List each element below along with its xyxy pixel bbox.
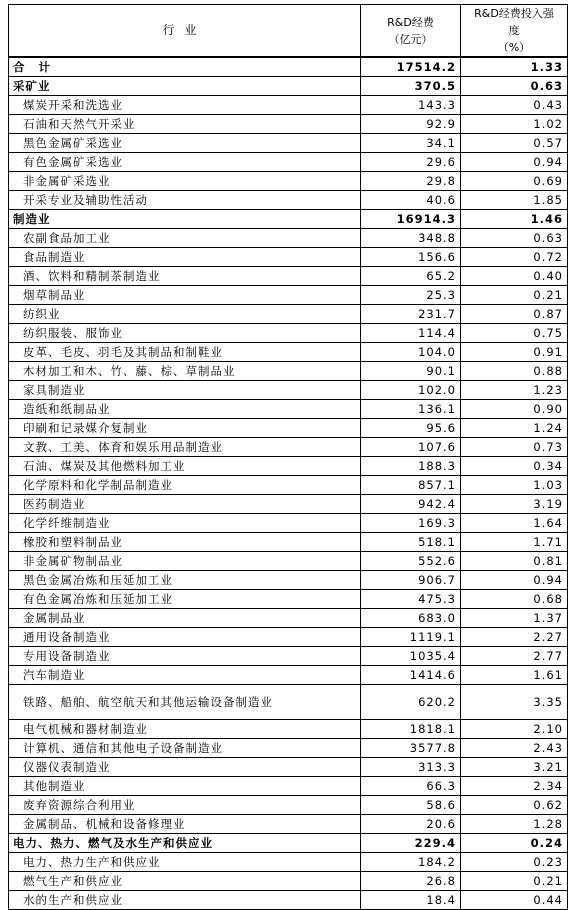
rd-expenditure-cell: 114.4 [361,324,461,343]
rd-intensity-cell: 1.24 [461,419,568,438]
header-intensity-line2: 度 [508,24,520,37]
rd-intensity-cell: 1.03 [461,476,568,495]
table-row [9,248,568,267]
table-row [9,476,568,495]
rd-intensity-cell: 0.62 [461,796,568,815]
rd-expenditure-cell: 169.3 [361,514,461,533]
rd-expenditure-table [8,4,568,910]
industry-cell: 化学原料和化学制品制造业 [9,476,361,495]
rd-expenditure-cell: 66.3 [361,777,461,796]
rd-expenditure-cell: 683.0 [361,609,461,628]
table-row [9,552,568,571]
table-row [9,495,568,514]
industry-cell: 仪器仪表制造业 [9,758,361,777]
rd-intensity-cell: 0.63 [461,77,568,96]
table-row [9,796,568,815]
rd-intensity-cell: 0.34 [461,457,568,476]
rd-intensity-cell: 0.81 [461,552,568,571]
rd-intensity-cell: 0.24 [461,834,568,853]
industry-cell: 造纸和纸制品业 [9,400,361,419]
table-row [9,739,568,758]
table-row [9,815,568,834]
table-row [9,834,568,853]
industry-cell: 铁路、船舶、航空航天和其他运输设备制造业 [9,685,361,720]
rd-expenditure-cell: 229.4 [361,834,461,853]
table-row [9,457,568,476]
rd-intensity-cell: 0.73 [461,438,568,457]
industry-cell: 石油和天然气开采业 [9,115,361,134]
industry-cell: 通用设备制造业 [9,628,361,647]
industry-cell: 非金属矿采选业 [9,172,361,191]
header-rd-expenditure [361,5,461,58]
rd-expenditure-cell: 620.2 [361,685,461,720]
rd-expenditure-cell: 348.8 [361,229,461,248]
industry-cell: 纺织业 [9,305,361,324]
header-rd-intensity [461,5,568,58]
header-intensity-line1: R&D经费投入强 [474,7,554,20]
rd-intensity-cell: 1.71 [461,533,568,552]
rd-intensity-cell: 2.27 [461,628,568,647]
rd-intensity-cell: 3.21 [461,758,568,777]
table-row [9,172,568,191]
rd-intensity-cell: 0.21 [461,872,568,891]
table-row [9,419,568,438]
rd-intensity-cell: 0.21 [461,286,568,305]
industry-cell: 采矿业 [9,77,361,96]
rd-expenditure-cell: 942.4 [361,495,461,514]
table-row [9,891,568,910]
table-row [9,343,568,362]
industry-cell: 煤炭开采和洗选业 [9,96,361,115]
industry-cell: 有色金属矿采选业 [9,153,361,172]
table-row [9,77,568,96]
rd-intensity-cell: 0.44 [461,891,568,910]
table-row [9,229,568,248]
industry-cell: 橡胶和塑料制品业 [9,533,361,552]
rd-intensity-cell: 0.68 [461,590,568,609]
table-row [9,286,568,305]
rd-expenditure-cell: 906.7 [361,571,461,590]
header-rd-line1: R&D经费 [387,15,434,29]
rd-intensity-cell: 0.75 [461,324,568,343]
rd-expenditure-cell: 156.6 [361,248,461,267]
table-header [9,5,568,58]
rd-expenditure-cell: 518.1 [361,533,461,552]
rd-expenditure-cell: 1818.1 [361,720,461,739]
header-rd-line2: （亿元） [388,32,433,46]
table-row [9,134,568,153]
rd-expenditure-cell: 90.1 [361,362,461,381]
table-row [9,758,568,777]
industry-cell: 黑色金属矿采选业 [9,134,361,153]
table-row [9,191,568,210]
table-row [9,57,568,77]
rd-intensity-cell: 0.69 [461,172,568,191]
rd-intensity-cell: 1.37 [461,609,568,628]
table-row [9,872,568,891]
industry-cell: 印刷和记录媒介复制业 [9,419,361,438]
rd-intensity-cell: 2.10 [461,720,568,739]
table-row [9,438,568,457]
rd-intensity-cell: 0.87 [461,305,568,324]
industry-cell: 黑色金属冶炼和压延加工业 [9,571,361,590]
industry-cell: 电力、热力生产和供应业 [9,853,361,872]
industry-cell: 电力、热力、燃气及水生产和供应业 [9,834,361,853]
rd-intensity-cell: 0.40 [461,267,568,286]
table-row [9,96,568,115]
table-row [9,305,568,324]
rd-intensity-cell: 1.85 [461,191,568,210]
rd-intensity-cell: 1.02 [461,115,568,134]
industry-cell: 医药制造业 [9,495,361,514]
table-row [9,267,568,286]
rd-intensity-cell: 0.88 [461,362,568,381]
industry-cell: 合计 [9,57,361,77]
rd-intensity-cell: 1.64 [461,514,568,533]
rd-intensity-cell: 0.57 [461,134,568,153]
table-row [9,628,568,647]
rd-intensity-cell: 0.43 [461,96,568,115]
table-row [9,609,568,628]
header-intensity-line3: （%） [497,41,531,54]
table-row [9,590,568,609]
rd-expenditure-cell: 475.3 [361,590,461,609]
rd-expenditure-cell: 231.7 [361,305,461,324]
rd-intensity-cell: 1.33 [461,57,568,77]
rd-intensity-cell: 0.94 [461,153,568,172]
rd-expenditure-cell: 29.8 [361,172,461,191]
table-row [9,115,568,134]
industry-cell: 开采专业及辅助性活动 [9,191,361,210]
industry-cell: 文教、工美、体育和娱乐用品制造业 [9,438,361,457]
rd-expenditure-cell: 65.2 [361,267,461,286]
rd-intensity-cell: 2.77 [461,647,568,666]
industry-cell: 食品制造业 [9,248,361,267]
table-row [9,153,568,172]
industry-cell: 有色金属冶炼和压延加工业 [9,590,361,609]
industry-cell: 计算机、通信和其他电子设备制造业 [9,739,361,758]
table-row [9,381,568,400]
table-row [9,685,568,720]
industry-cell: 农副食品加工业 [9,229,361,248]
industry-cell: 金属制品、机械和设备修理业 [9,815,361,834]
rd-expenditure-cell: 143.3 [361,96,461,115]
rd-intensity-cell: 0.72 [461,248,568,267]
industry-cell: 非金属矿物制品业 [9,552,361,571]
table-row [9,647,568,666]
industry-cell: 专用设备制造业 [9,647,361,666]
rd-intensity-cell: 1.46 [461,210,568,229]
table-row [9,777,568,796]
rd-intensity-cell: 1.61 [461,666,568,685]
industry-cell: 家具制造业 [9,381,361,400]
table-row [9,210,568,229]
rd-expenditure-cell: 1414.6 [361,666,461,685]
industry-cell: 电气机械和器材制造业 [9,720,361,739]
industry-cell: 皮革、毛皮、羽毛及其制品和制鞋业 [9,343,361,362]
table-row [9,362,568,381]
table-row [9,853,568,872]
rd-intensity-cell: 0.91 [461,343,568,362]
rd-expenditure-cell: 1119.1 [361,628,461,647]
table-row [9,400,568,419]
rd-expenditure-cell: 552.6 [361,552,461,571]
rd-expenditure-cell: 107.6 [361,438,461,457]
industry-cell: 纺织服装、服饰业 [9,324,361,343]
industry-cell: 其他制造业 [9,777,361,796]
rd-expenditure-cell: 1035.4 [361,647,461,666]
rd-intensity-cell: 2.43 [461,739,568,758]
rd-expenditure-cell: 92.9 [361,115,461,134]
rd-expenditure-cell: 857.1 [361,476,461,495]
industry-cell: 水的生产和供应业 [9,891,361,910]
industry-cell: 化学纤维制造业 [9,514,361,533]
rd-expenditure-cell: 136.1 [361,400,461,419]
rd-expenditure-cell: 370.5 [361,77,461,96]
rd-expenditure-cell: 17514.2 [361,57,461,77]
industry-cell: 金属制品业 [9,609,361,628]
table-row [9,514,568,533]
table-row [9,720,568,739]
rd-expenditure-cell: 95.6 [361,419,461,438]
rd-expenditure-cell: 40.6 [361,191,461,210]
table-row [9,324,568,343]
header-industry: 行业 [9,5,361,58]
rd-expenditure-cell: 25.3 [361,286,461,305]
rd-expenditure-cell: 58.6 [361,796,461,815]
rd-expenditure-cell: 18.4 [361,891,461,910]
rd-intensity-cell: 2.34 [461,777,568,796]
rd-expenditure-cell: 29.6 [361,153,461,172]
rd-expenditure-cell: 104.0 [361,343,461,362]
rd-expenditure-cell: 3577.8 [361,739,461,758]
rd-expenditure-cell: 313.3 [361,758,461,777]
rd-expenditure-cell: 102.0 [361,381,461,400]
rd-intensity-cell: 0.23 [461,853,568,872]
industry-cell: 废弃资源综合利用业 [9,796,361,815]
industry-cell: 燃气生产和供应业 [9,872,361,891]
rd-intensity-cell: 0.90 [461,400,568,419]
table-body [9,57,568,910]
rd-intensity-cell: 1.23 [461,381,568,400]
rd-intensity-cell: 0.94 [461,571,568,590]
industry-cell: 汽车制造业 [9,666,361,685]
rd-expenditure-cell: 20.6 [361,815,461,834]
industry-cell: 木材加工和木、竹、藤、棕、草制品业 [9,362,361,381]
table-row [9,533,568,552]
rd-intensity-cell: 0.63 [461,229,568,248]
rd-expenditure-cell: 16914.3 [361,210,461,229]
rd-intensity-cell: 3.35 [461,685,568,720]
rd-expenditure-cell: 188.3 [361,457,461,476]
industry-cell: 制造业 [9,210,361,229]
table-row [9,571,568,590]
industry-cell: 烟草制品业 [9,286,361,305]
rd-expenditure-cell: 184.2 [361,853,461,872]
rd-intensity-cell: 1.28 [461,815,568,834]
rd-intensity-cell: 3.19 [461,495,568,514]
rd-expenditure-cell: 34.1 [361,134,461,153]
rd-expenditure-cell: 26.8 [361,872,461,891]
industry-cell: 石油、煤炭及其他燃料加工业 [9,457,361,476]
industry-cell: 酒、饮料和精制茶制造业 [9,267,361,286]
table-row [9,666,568,685]
